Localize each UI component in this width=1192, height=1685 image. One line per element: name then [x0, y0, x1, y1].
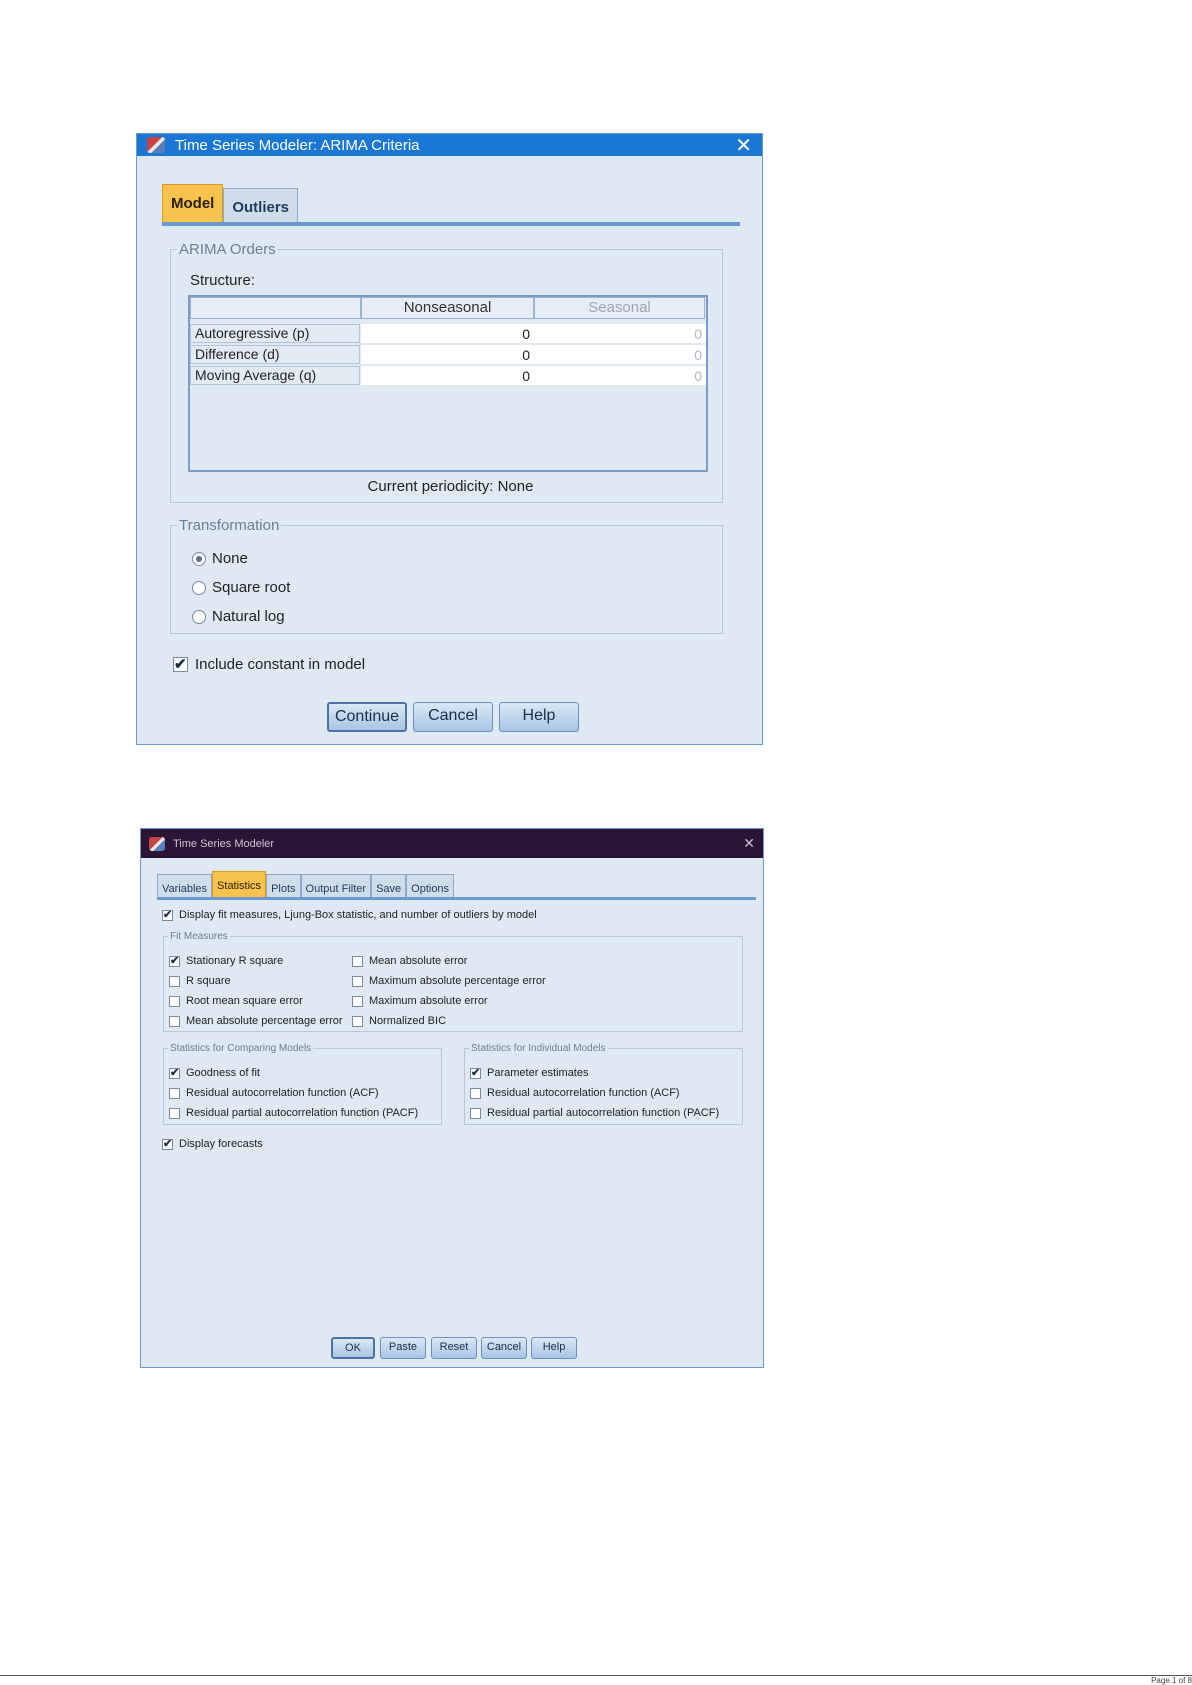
- radio-button[interactable]: [192, 581, 206, 595]
- close-icon[interactable]: ✕: [735, 134, 752, 157]
- current-periodicity: Current periodicity: None: [367, 478, 534, 495]
- tab-outliers[interactable]: Outliers: [223, 188, 298, 226]
- display-fit-checkbox[interactable]: [162, 910, 173, 921]
- checkbox[interactable]: [169, 976, 180, 987]
- seasonal-cell-p: 0: [534, 324, 706, 344]
- grid-row-autoregressive: [190, 324, 706, 344]
- radio-button[interactable]: [192, 610, 206, 624]
- help-button[interactable]: Help: [499, 702, 579, 732]
- ok-button[interactable]: OK: [331, 1337, 375, 1359]
- display-forecasts-label: Display forecasts: [179, 1138, 263, 1150]
- seasonal-cell-d: 0: [534, 345, 706, 365]
- tab-save[interactable]: Save: [371, 874, 406, 900]
- tab-output-filter[interactable]: Output Filter: [301, 874, 372, 900]
- seasonal-cell-q: 0: [534, 366, 706, 386]
- checkbox[interactable]: [352, 976, 363, 987]
- fit-rmse[interactable]: [169, 995, 303, 1007]
- column-header-nonseasonal: Nonseasonal: [361, 297, 534, 319]
- page-footer: Page 1 of 8: [1151, 1676, 1192, 1685]
- structure-label: Structure:: [190, 272, 256, 289]
- cancel-button[interactable]: Cancel: [481, 1337, 527, 1359]
- individual-parameter-estimates[interactable]: [470, 1067, 588, 1079]
- tab-model[interactable]: Model: [162, 184, 223, 226]
- close-icon[interactable]: ✕: [743, 835, 755, 851]
- individual-residual-acf[interactable]: [470, 1087, 680, 1099]
- row-header: Moving Average (q): [190, 366, 360, 385]
- individual-residual-pacf[interactable]: [470, 1107, 719, 1119]
- checkbox-label: Maximum absolute error: [369, 995, 488, 1007]
- radio-none[interactable]: [192, 550, 248, 567]
- checkbox-label: Residual partial autocorrelation function (PACF): [186, 1107, 419, 1119]
- display-fit-label: Display fit measures, Ljung-Box statistic, and number of outliers by model: [179, 909, 537, 921]
- spss-app-icon: [147, 137, 165, 153]
- arima-structure-grid: [188, 295, 708, 472]
- tab-strip: [162, 184, 298, 226]
- tab-variables[interactable]: Variables: [157, 874, 212, 900]
- arima-orders-legend: ARIMA Orders: [179, 241, 276, 258]
- checkbox-label: Residual autocorrelation function (ACF): [487, 1087, 680, 1099]
- nonseasonal-cell-p[interactable]: 0: [361, 324, 534, 344]
- include-constant-option[interactable]: [173, 656, 365, 673]
- display-fit-option[interactable]: [162, 909, 537, 921]
- checkbox-label: Root mean square error: [186, 995, 303, 1007]
- radio-square-root[interactable]: [192, 579, 290, 596]
- checkbox[interactable]: [470, 1108, 481, 1119]
- cancel-button[interactable]: Cancel: [413, 702, 493, 732]
- time-series-modeler-dialog: [140, 828, 764, 1368]
- checkbox-label: Maximum absolute percentage error: [369, 975, 546, 987]
- fit-mape[interactable]: [169, 1015, 343, 1027]
- tab-statistics[interactable]: Statistics: [212, 871, 266, 900]
- paste-button[interactable]: Paste: [380, 1337, 426, 1359]
- help-button[interactable]: Help: [531, 1337, 577, 1359]
- grid-row-moving-average: [190, 366, 706, 386]
- checkbox[interactable]: [169, 1108, 180, 1119]
- checkbox-label: Parameter estimates: [487, 1067, 589, 1079]
- radio-natural-log[interactable]: [192, 608, 285, 625]
- tab-options[interactable]: Options: [406, 874, 454, 900]
- grid-row-difference: [190, 345, 706, 365]
- fit-normalized-bic[interactable]: [352, 1015, 446, 1027]
- nonseasonal-cell-q[interactable]: 0: [361, 366, 534, 386]
- dialog-title: Time Series Modeler: [173, 837, 275, 850]
- row-header: Difference (d): [190, 345, 360, 364]
- arima-criteria-dialog: [136, 133, 763, 745]
- individual-models-legend: Statistics for Individual Models: [471, 1043, 606, 1054]
- radio-label: Natural log: [212, 608, 285, 625]
- fit-mae[interactable]: [352, 955, 467, 967]
- radio-label: None: [212, 550, 248, 567]
- radio-label: Square root: [212, 579, 291, 596]
- checkbox-label: Mean absolute percentage error: [186, 1015, 343, 1027]
- tab-underline: [162, 222, 740, 226]
- fit-max-ape[interactable]: [352, 975, 546, 987]
- page-footer-rule: [0, 1675, 1192, 1676]
- column-header-seasonal: Seasonal: [534, 297, 705, 319]
- fit-measures-legend: Fit Measures: [170, 931, 228, 942]
- checkbox[interactable]: [352, 956, 363, 967]
- checkbox-label: Mean absolute error: [369, 955, 468, 967]
- transformation-legend: Transformation: [179, 517, 280, 534]
- tab-strip: [157, 871, 454, 900]
- checkbox[interactable]: [169, 996, 180, 1007]
- continue-button[interactable]: Continue: [327, 702, 407, 732]
- row-header: Autoregressive (p): [190, 324, 360, 343]
- checkbox-label: R square: [186, 975, 231, 987]
- include-constant-label: Include constant in model: [195, 656, 366, 673]
- display-forecasts-option[interactable]: [162, 1138, 263, 1150]
- checkbox-label: Residual autocorrelation function (ACF): [186, 1087, 379, 1099]
- include-constant-checkbox[interactable]: [173, 657, 188, 672]
- checkbox[interactable]: [169, 956, 180, 967]
- tab-underline: [157, 897, 756, 900]
- display-forecasts-checkbox[interactable]: [162, 1139, 173, 1150]
- title-bar: [137, 134, 762, 156]
- checkbox[interactable]: [470, 1088, 481, 1099]
- radio-button[interactable]: [192, 552, 206, 566]
- checkbox-label: Normalized BIC: [369, 1015, 447, 1027]
- checkbox[interactable]: [470, 1068, 481, 1079]
- fit-max-ae[interactable]: [352, 995, 488, 1007]
- dialog-title: Time Series Modeler: ARIMA Criteria: [175, 136, 420, 154]
- checkbox-label: Residual partial autocorrelation function (PACF): [487, 1107, 720, 1119]
- checkbox[interactable]: [169, 1068, 180, 1079]
- checkbox-label: Goodness of fit: [186, 1067, 260, 1079]
- grid-corner-header: [190, 297, 361, 319]
- fit-stationary-r-square[interactable]: [169, 955, 283, 967]
- spss-app-icon: [149, 837, 165, 851]
- checkbox-label: Stationary R square: [186, 955, 284, 967]
- checkbox[interactable]: [169, 1016, 180, 1027]
- nonseasonal-cell-d[interactable]: 0: [361, 345, 534, 365]
- comparing-models-legend: Statistics for Comparing Models: [170, 1043, 312, 1054]
- checkbox[interactable]: [352, 996, 363, 1007]
- comparing-residual-acf[interactable]: [169, 1087, 379, 1099]
- checkbox[interactable]: [352, 1016, 363, 1027]
- comparing-residual-pacf[interactable]: [169, 1107, 418, 1119]
- reset-button[interactable]: Reset: [431, 1337, 477, 1359]
- fit-r-square[interactable]: [169, 975, 231, 987]
- comparing-goodness-of-fit[interactable]: [169, 1067, 260, 1079]
- tab-plots[interactable]: Plots: [266, 874, 300, 900]
- title-bar: [141, 829, 763, 858]
- checkbox[interactable]: [169, 1088, 180, 1099]
